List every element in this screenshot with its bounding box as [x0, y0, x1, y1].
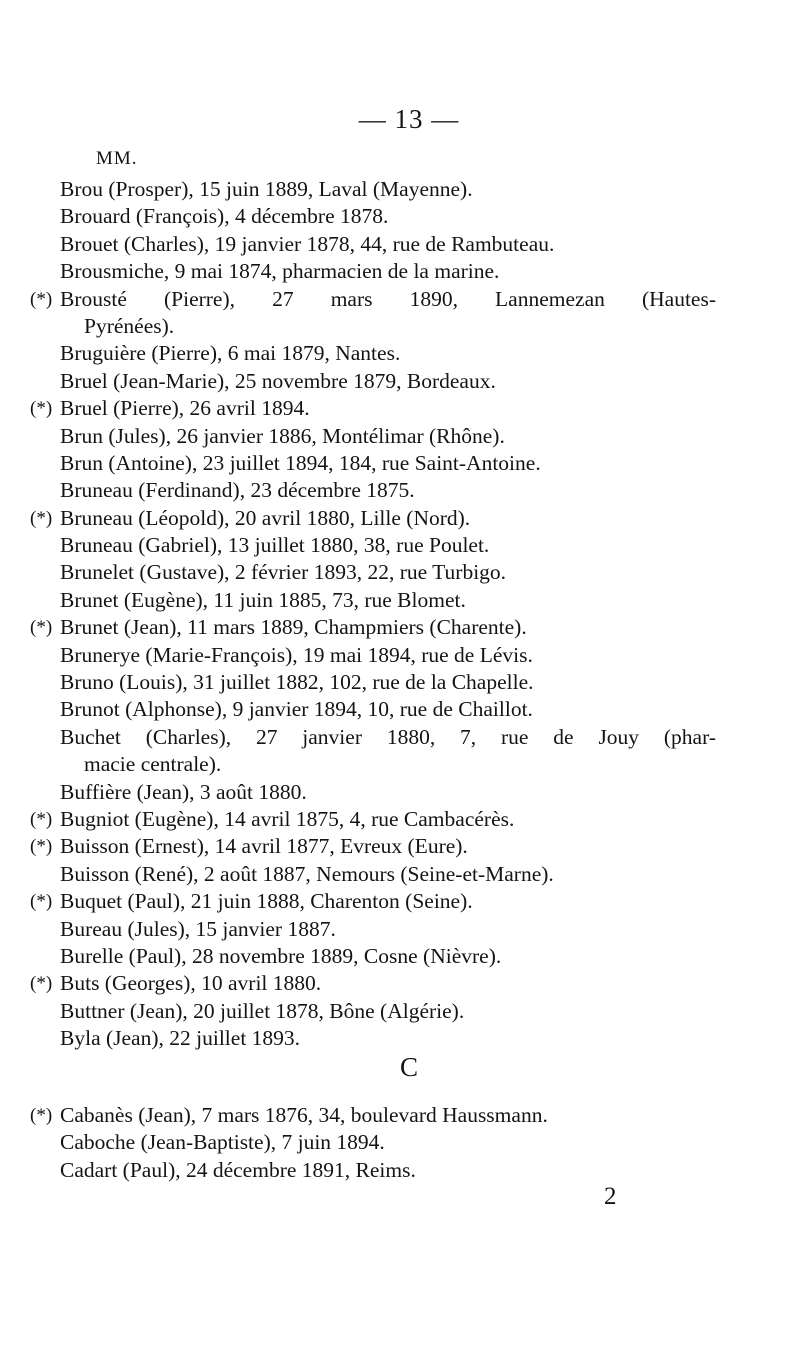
entry-text: Brouard (François), 4 décembre 1878.	[60, 204, 389, 229]
list-item	[0, 203, 800, 230]
list-item-continuation	[0, 751, 800, 778]
entry-text: Burelle (Paul), 28 novembre 1889, Cosne (Nièvre).	[60, 943, 502, 968]
list-item	[0, 559, 800, 586]
list-item	[0, 231, 800, 258]
list-item	[0, 614, 800, 641]
entry-text: Bruneau (Ferdinand), 23 décembre 1875.	[60, 478, 415, 503]
list-item	[0, 833, 800, 860]
page-number: — 13 —	[358, 104, 460, 134]
entry-text: Brun (Antoine), 23 juillet 1894, 184, rue Saint-Antoine.	[60, 450, 541, 475]
list-item	[0, 1025, 800, 1052]
list-item	[0, 340, 800, 367]
list-item	[0, 505, 800, 532]
entry-text: Cabanès (Jean), 7 mars 1876, 34, boulevard Haussmann.	[60, 1103, 548, 1127]
entry-text: Bruneau (Gabriel), 13 juillet 1880, 38, rue Poulet.	[60, 533, 490, 558]
entry-text: Buisson (René), 2 août 1887, Nemours (Seine-et-Marne).	[60, 861, 554, 886]
list-item	[0, 368, 800, 395]
asterisk-mark: (*)	[30, 617, 53, 639]
list-item	[0, 477, 800, 504]
list-item	[0, 1157, 800, 1184]
entry-text: Cadart (Paul), 24 décembre 1891, Reims.	[60, 1157, 416, 1182]
list-item	[0, 1129, 800, 1156]
printer-signature-mark: 2	[604, 1183, 617, 1210]
asterisk-mark: (*)	[30, 973, 53, 995]
list-item	[0, 642, 800, 669]
list-item	[0, 888, 800, 915]
entry-text: Bruno (Louis), 31 juillet 1882, 102, rue de la Chapelle.	[60, 670, 534, 695]
entry-text: Bruel (Jean-Marie), 25 novembre 1879, Bordeaux.	[60, 368, 496, 393]
list-item	[0, 258, 800, 285]
entry-text: Buttner (Jean), 20 juillet 1878, Bône (Algérie).	[60, 998, 465, 1023]
entry-text: Buisson (Ernest), 14 avril 1877, Evreux (Eure).	[60, 834, 468, 859]
entry-text: Buts (Georges), 10 avril 1880.	[60, 971, 322, 996]
list-item	[0, 696, 800, 723]
entry-text: Brouet (Charles), 19 janvier 1878, 44, rue de Rambuteau.	[60, 231, 555, 256]
list-item	[0, 916, 800, 943]
entry-text: Buquet (Paul), 21 juin 1888, Charenton (Seine).	[60, 889, 473, 914]
list-item	[0, 806, 800, 833]
asterisk-mark: (*)	[30, 507, 53, 529]
entry-text: Brousté (Pierre), 27 mars 1890, Lannemezan (Hautes-	[60, 286, 716, 311]
list-item-continuation	[0, 313, 800, 340]
list-item	[0, 587, 800, 614]
list-item	[0, 970, 800, 997]
list-item	[0, 395, 800, 422]
asterisk-mark: (*)	[30, 288, 53, 310]
list-item	[0, 669, 800, 696]
list-item	[0, 861, 800, 888]
entry-text: Bureau (Jules), 15 janvier 1887.	[60, 916, 336, 941]
list-item	[0, 943, 800, 970]
entry-text: Brunot (Alphonse), 9 janvier 1894, 10, rue de Chaillot.	[60, 697, 533, 722]
entry-text: Bruneryе (Marie-François), 19 mai 1894, rue de Lévis.	[60, 642, 533, 667]
entry-list-c	[0, 1102, 800, 1184]
list-item	[0, 532, 800, 559]
entry-text: macie centrale).	[84, 752, 222, 777]
entry-text: Bugniot (Eugène), 14 avril 1875, 4, rue Cambacérès.	[60, 806, 515, 831]
entry-text: Bruneau (Léopold), 20 avril 1880, Lille (Nord).	[60, 505, 471, 530]
asterisk-mark: (*)	[30, 836, 53, 858]
list-item	[0, 724, 800, 751]
entry-text: Byla (Jean), 22 juillet 1893.	[60, 1026, 301, 1051]
list-item	[0, 450, 800, 477]
entry-list-b	[0, 176, 800, 1053]
list-item	[0, 998, 800, 1025]
entry-text: Brunet (Eugène), 11 juin 1885, 73, rue Blomet.	[60, 587, 466, 612]
section-heading: C	[399, 1052, 418, 1082]
entry-text: Pyrénées).	[84, 313, 175, 338]
entry-text: Caboche (Jean-Baptiste), 7 juin 1894.	[60, 1130, 385, 1155]
asterisk-mark: (*)	[30, 1105, 53, 1126]
entry-text: Brunet (Jean), 11 mars 1889, Champmiers (Charente).	[60, 615, 527, 640]
entry-text: Brun (Jules), 26 janvier 1886, Montélimar (Rhône).	[60, 423, 505, 448]
entry-text: Brunelet (Gustave), 2 février 1893, 22, rue Turbigo.	[60, 560, 507, 585]
asterisk-mark: (*)	[30, 808, 53, 830]
salutation: MM.	[96, 148, 138, 169]
asterisk-mark: (*)	[30, 891, 53, 913]
asterisk-mark: (*)	[30, 398, 53, 420]
list-item	[0, 176, 800, 203]
list-item	[0, 779, 800, 806]
entry-text: Buchet (Charles), 27 janvier 1880, 7, rue de Jouy (phar-	[60, 724, 716, 749]
list-item	[0, 423, 800, 450]
entry-text: Bruguière (Pierre), 6 mai 1879, Nantes.	[60, 341, 401, 366]
list-item	[0, 286, 800, 313]
entry-text: Bruel (Pierre), 26 avril 1894.	[60, 396, 310, 421]
entry-text: Brousmiche, 9 mai 1874, pharmacien de la marine.	[60, 259, 500, 284]
entry-text: Buffière (Jean), 3 août 1880.	[60, 779, 307, 804]
list-item	[0, 1102, 800, 1129]
entry-text: Brou (Prosper), 15 juin 1889, Laval (Mayenne).	[60, 177, 473, 201]
